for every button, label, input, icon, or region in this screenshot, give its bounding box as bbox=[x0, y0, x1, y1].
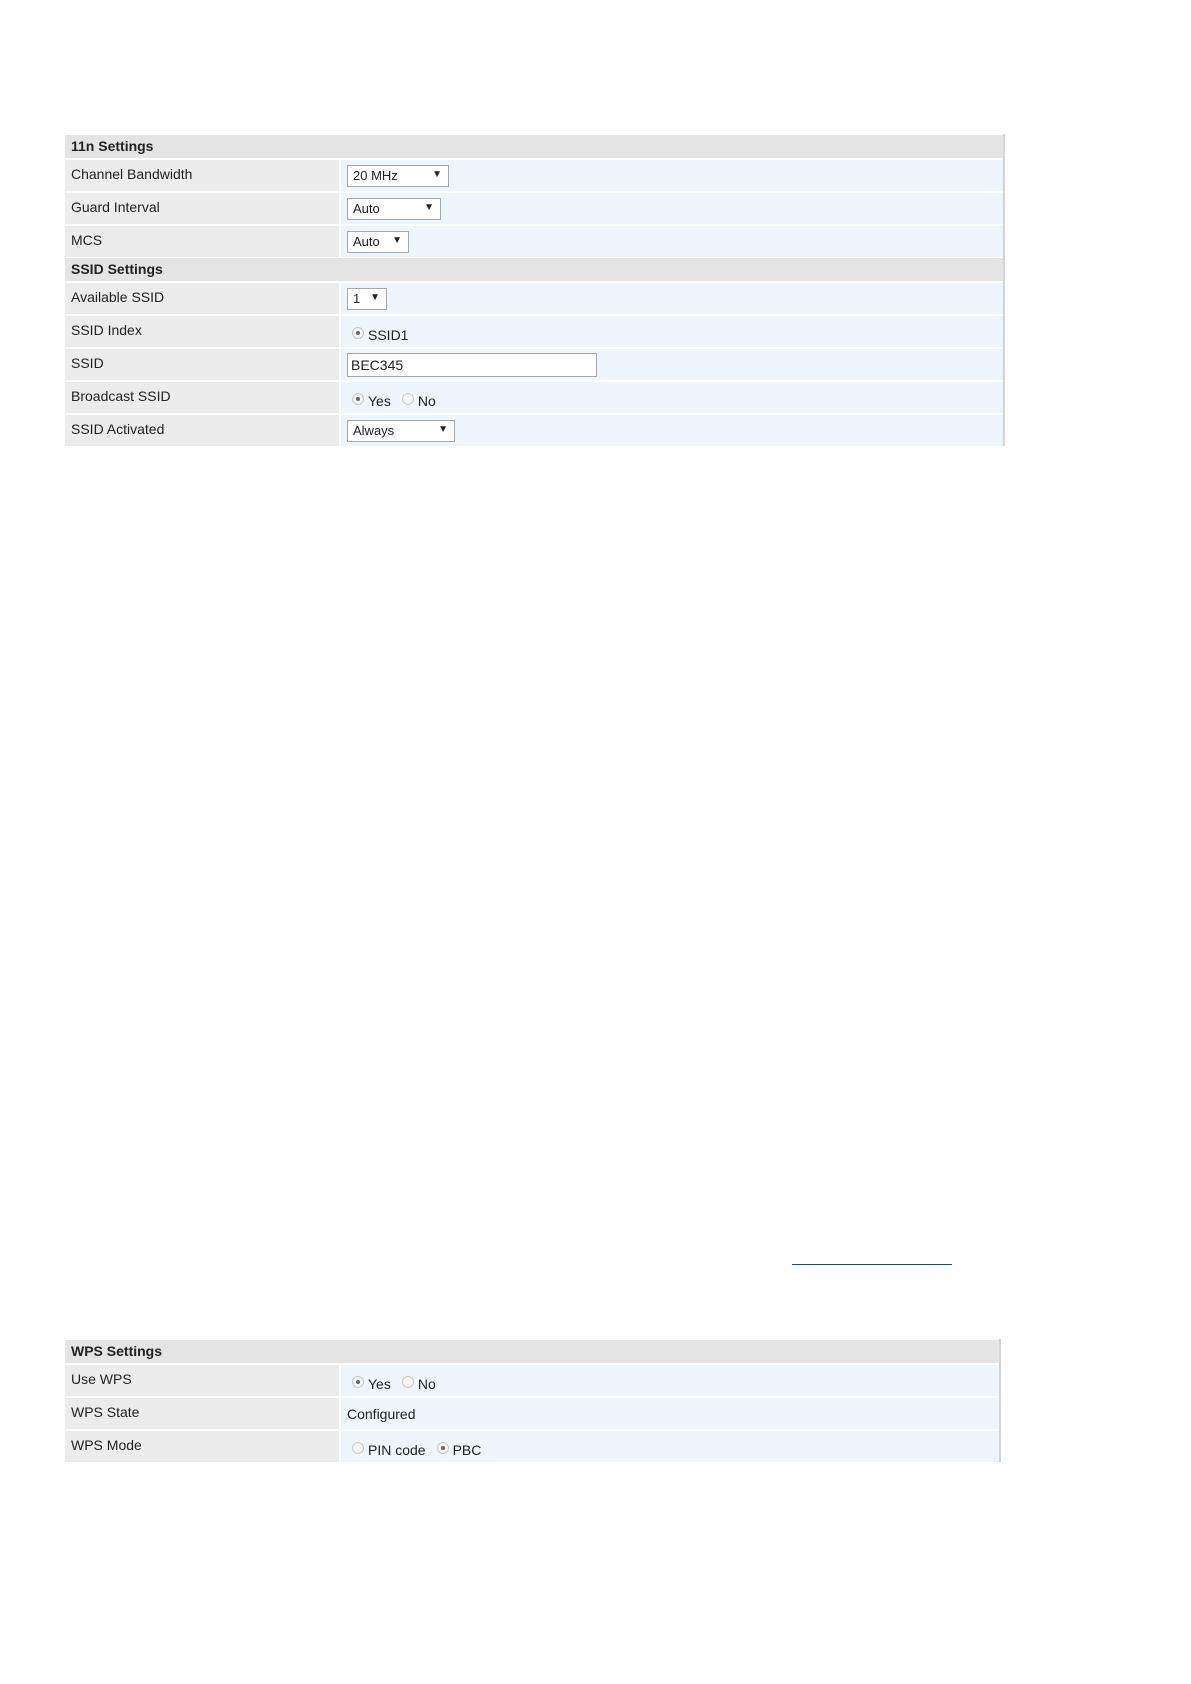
row-ssid bbox=[65, 347, 1003, 380]
mcs-cell bbox=[341, 226, 1003, 257]
ssid-input[interactable]: BEC345 bbox=[347, 353, 597, 377]
guard-interval-cell bbox=[341, 193, 1003, 224]
chevron-down-icon: ▼ bbox=[370, 291, 380, 303]
wps-settings-panel bbox=[65, 1339, 1001, 1462]
use-wps-no-option bbox=[397, 1370, 436, 1392]
ssid-cell bbox=[341, 349, 1003, 380]
guard-interval-label: Guard Interval bbox=[65, 193, 341, 224]
channel-bandwidth-label: Channel Bandwidth bbox=[65, 160, 341, 191]
section-header-wps: WPS Settings bbox=[65, 1339, 999, 1363]
ssid-activated-select[interactable] bbox=[347, 420, 455, 442]
wps-mode-pin-radio[interactable] bbox=[352, 1442, 364, 1454]
wireless-settings-panel bbox=[65, 134, 1005, 446]
use-wps-yes-label: Yes bbox=[368, 1375, 391, 1392]
ssid-index-label: SSID Index bbox=[65, 316, 341, 347]
row-channel-bandwidth bbox=[65, 158, 1003, 191]
guard-interval-value: Auto bbox=[353, 201, 380, 216]
available-ssid-select[interactable] bbox=[347, 288, 387, 310]
row-broadcast-ssid bbox=[65, 380, 1003, 413]
row-wps-mode bbox=[65, 1429, 999, 1462]
section-header-11n: 11n Settings bbox=[65, 134, 1003, 158]
use-wps-cell bbox=[341, 1365, 999, 1396]
row-wps-state bbox=[65, 1396, 999, 1429]
chevron-down-icon: ▼ bbox=[424, 201, 434, 213]
use-wps-label: Use WPS bbox=[65, 1365, 341, 1396]
chevron-down-icon: ▼ bbox=[392, 234, 402, 246]
ssid1-radio-label: SSID1 bbox=[368, 326, 409, 343]
use-wps-no-radio[interactable] bbox=[402, 1376, 414, 1388]
ssid-activated-cell bbox=[341, 415, 1003, 446]
wps-mode-cell bbox=[341, 1431, 999, 1462]
ssid-label: SSID bbox=[65, 349, 341, 380]
row-available-ssid bbox=[65, 281, 1003, 314]
wps-state-cell bbox=[341, 1398, 999, 1429]
wps-mode-pbc-option bbox=[432, 1436, 482, 1458]
ssid-index-cell bbox=[341, 316, 1003, 347]
chevron-down-icon: ▼ bbox=[432, 168, 442, 180]
available-ssid-value: 1 bbox=[353, 291, 361, 306]
use-wps-yes-radio[interactable] bbox=[352, 1376, 364, 1388]
available-ssid-label: Available SSID bbox=[65, 283, 341, 314]
ssid-activated-value: Always bbox=[353, 423, 395, 438]
row-ssid-activated bbox=[65, 413, 1003, 446]
ssid-activated-label: SSID Activated bbox=[65, 415, 341, 446]
ssid-index-option bbox=[347, 321, 408, 343]
broadcast-ssid-no-radio[interactable] bbox=[402, 393, 414, 405]
mcs-value: Auto bbox=[353, 234, 380, 249]
broadcast-ssid-yes-radio[interactable] bbox=[352, 393, 364, 405]
chevron-down-icon: ▼ bbox=[438, 423, 448, 435]
broadcast-ssid-cell bbox=[341, 382, 1003, 413]
hyperlink-underline[interactable] bbox=[792, 1264, 952, 1265]
row-guard-interval bbox=[65, 191, 1003, 224]
broadcast-ssid-yes-option bbox=[347, 387, 391, 409]
mcs-select[interactable] bbox=[347, 231, 409, 253]
mcs-label: MCS bbox=[65, 226, 341, 257]
wps-state-value: Configured bbox=[347, 1405, 416, 1422]
channel-bandwidth-value: 20 MHz bbox=[353, 168, 398, 183]
wps-mode-label: WPS Mode bbox=[65, 1431, 341, 1462]
guard-interval-select[interactable] bbox=[347, 198, 441, 220]
row-mcs bbox=[65, 224, 1003, 257]
wps-mode-pbc-label: PBC bbox=[452, 1441, 482, 1458]
use-wps-no-label: No bbox=[417, 1375, 436, 1392]
channel-bandwidth-select[interactable] bbox=[347, 165, 449, 187]
wps-mode-pin-label: PIN code bbox=[368, 1441, 426, 1458]
broadcast-ssid-no-option bbox=[397, 387, 436, 409]
ssid1-radio[interactable] bbox=[352, 327, 364, 339]
use-wps-yes-option bbox=[347, 1370, 391, 1392]
channel-bandwidth-cell bbox=[341, 160, 1003, 191]
available-ssid-cell bbox=[341, 283, 1003, 314]
section-header-ssid: SSID Settings bbox=[65, 257, 1003, 281]
wps-state-label: WPS State bbox=[65, 1398, 341, 1429]
wps-mode-pbc-radio[interactable] bbox=[437, 1442, 449, 1454]
row-use-wps bbox=[65, 1363, 999, 1396]
broadcast-ssid-yes-label: Yes bbox=[368, 392, 391, 409]
broadcast-ssid-no-label: No bbox=[417, 392, 436, 409]
broadcast-ssid-label: Broadcast SSID bbox=[65, 382, 341, 413]
wps-mode-pin-option bbox=[347, 1436, 426, 1458]
row-ssid-index bbox=[65, 314, 1003, 347]
